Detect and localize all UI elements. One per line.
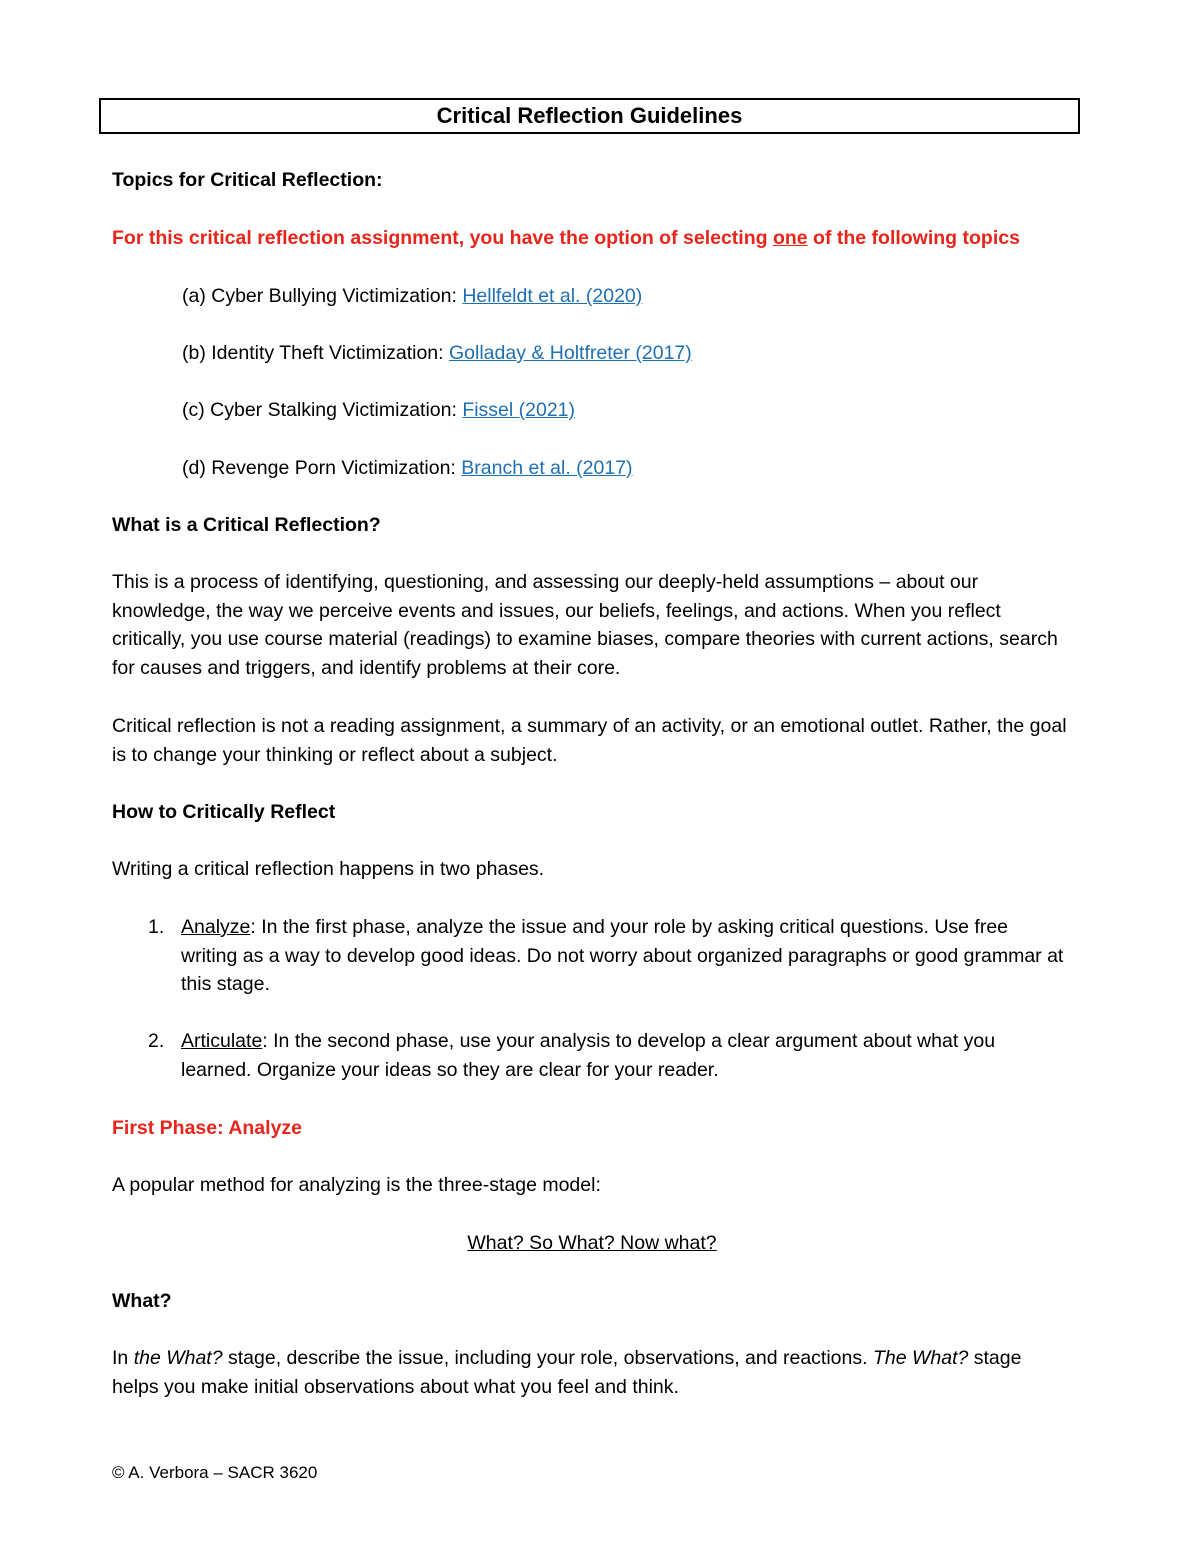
how-to-intro: Writing a critical reflection happens in two phases. [112, 858, 545, 880]
what-stage-paragraph [112, 1344, 1072, 1401]
what-italic-1: the What? [133, 1347, 223, 1369]
topic-label: (d) Revenge Porn Victimization: [182, 457, 462, 479]
topic-label: (c) Cyber Stalking Victimization: [182, 399, 463, 421]
topic-link[interactable]: Fissel (2021) [462, 399, 576, 421]
intro-emphasis: one [772, 227, 808, 249]
step-body [181, 1027, 1068, 1084]
topic-item-d [182, 454, 633, 483]
what-italic-2: The What? [872, 1347, 969, 1369]
what-stage-heading: What? [112, 1290, 172, 1312]
what-is-paragraph-2: Critical reflection is not a reading assignment, a summary of an activity, or an emotional outlet. Rather, the goal is to change your thinking or reflect about a subject. [112, 715, 1067, 766]
topic-label: (b) Identity Theft Victimization: [182, 342, 449, 364]
what-is-paragraph-1: This is a process of identifying, questioning, and assessing our deeply-held assumptions – about our knowledge, the way we perceive events and issues, our beliefs, feelings, and actions. When you reflect critically, you use course material (readings) to examine biases, compare theories with current actions, search for causes and triggers, and identify problems at their core. [112, 571, 1058, 679]
step-term: Articulate [181, 1030, 263, 1052]
topic-item-a [182, 282, 642, 311]
step-number: 1. [148, 916, 165, 938]
step-text: : In the second phase, use your analysis to develop a clear argument about what you learned. Organize your ideas so they are clear for your reader. [181, 1030, 996, 1081]
what-is-heading: What is a Critical Reflection? [112, 514, 381, 536]
step-analyze [148, 913, 1068, 999]
page-title: Critical Reflection Guidelines [436, 103, 743, 128]
topics-intro [112, 224, 1020, 253]
first-phase-intro: A popular method for analyzing is the three-stage model: [112, 1174, 601, 1196]
three-stage-model: What? So What? Now what? [467, 1232, 717, 1254]
topics-heading: Topics for Critical Reflection: [112, 169, 383, 191]
step-text: : In the first phase, analyze the issue and your role by asking critical questions. Use free writing as a way to develop good ideas. Do not worry about organized paragraphs or good grammar at this stage. [181, 916, 1064, 996]
intro-before: For this critical reflection assignment, you have the option of selecting [112, 227, 773, 249]
step-term: Analyze [181, 916, 251, 938]
topic-item-c [182, 396, 575, 425]
first-phase-heading: First Phase: Analyze [112, 1117, 303, 1139]
topic-link[interactable]: Hellfeldt et al. (2020) [462, 285, 643, 307]
topic-label: (a) Cyber Bullying Victimization: [182, 285, 463, 307]
intro-after: of the following topics [807, 227, 1020, 249]
what-text-3: stage helps you make initial observations about what you feel and think. [112, 1347, 1022, 1398]
step-body [181, 913, 1068, 999]
footer-copyright: © A. Verbora – SACR 3620 [112, 1463, 318, 1482]
how-to-heading: How to Critically Reflect [112, 801, 336, 823]
title-box [99, 98, 1080, 134]
topic-link[interactable]: Golladay & Holtfreter (2017) [448, 342, 692, 364]
step-articulate [148, 1027, 1068, 1084]
topic-item-b [182, 339, 692, 368]
what-text-2: stage, describe the issue, including your role, observations, and reactions. [222, 1347, 873, 1369]
topic-link[interactable]: Branch et al. (2017) [461, 457, 633, 479]
step-number: 2. [148, 1030, 165, 1052]
what-text-1: In [112, 1347, 134, 1369]
